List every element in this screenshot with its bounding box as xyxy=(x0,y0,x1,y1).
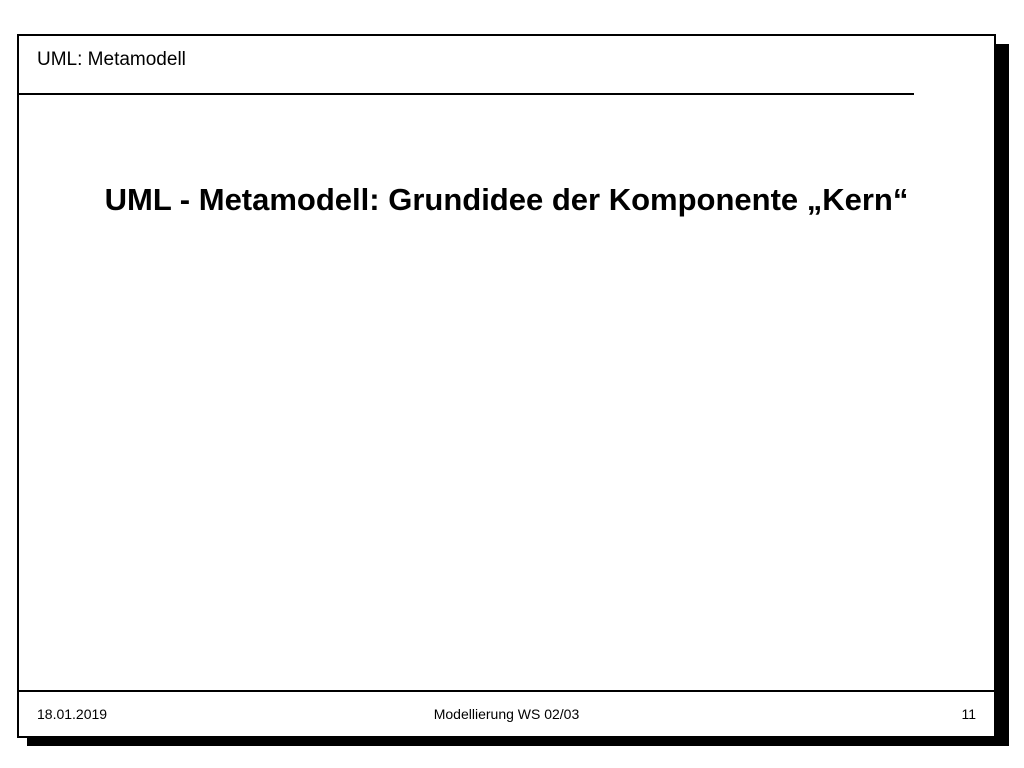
slide-title: UML - Metamodell: Grundidee der Komponente „Kern“ xyxy=(104,182,909,217)
header-label: UML: Metamodell xyxy=(37,49,186,70)
header-divider xyxy=(19,93,914,95)
footer-course: Modellierung WS 02/03 xyxy=(433,706,580,722)
slide xyxy=(17,34,996,738)
footer-divider xyxy=(19,690,994,692)
page-number: 11 xyxy=(961,706,976,722)
footer-date: 18.01.2019 xyxy=(37,706,108,722)
